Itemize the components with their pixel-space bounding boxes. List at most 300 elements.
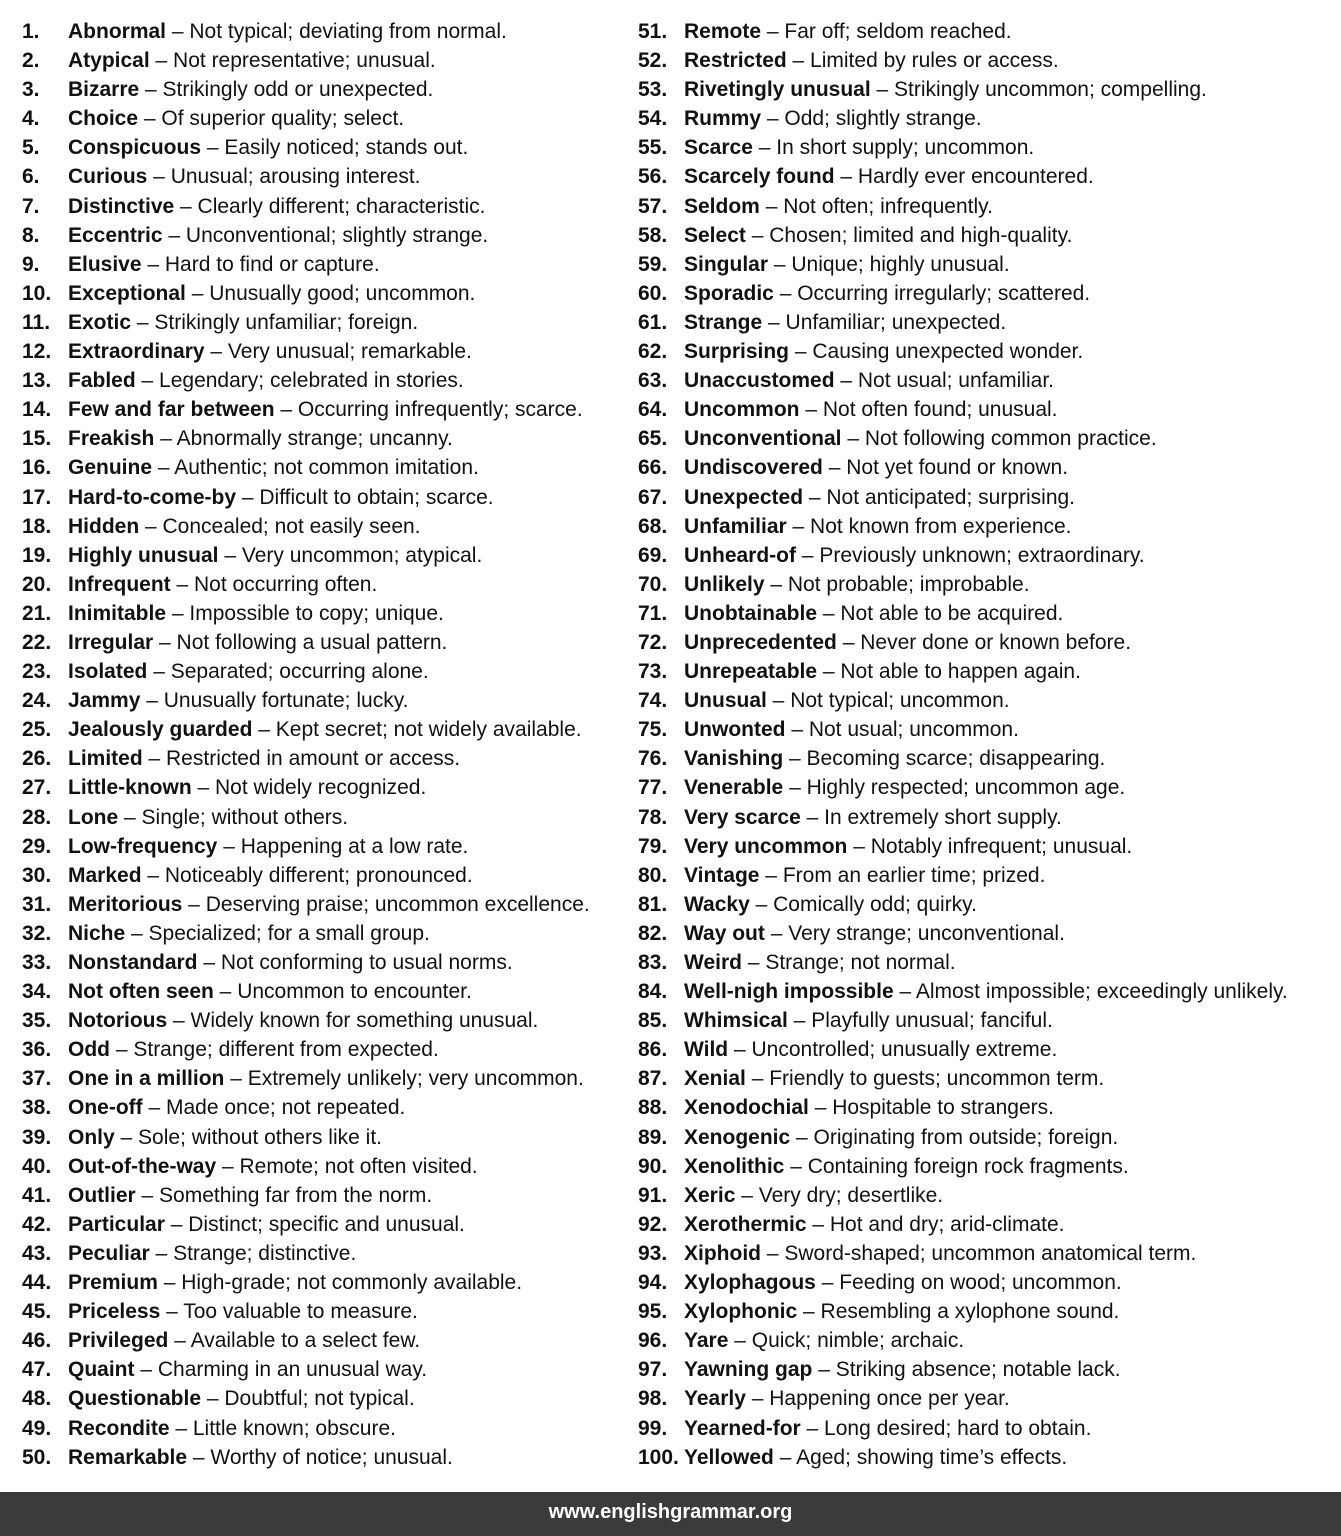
list-item xyxy=(638,1093,1338,1122)
item-definition: – Not conforming to usual norms. xyxy=(197,951,513,974)
item-definition: – Concealed; not easily seen. xyxy=(139,514,421,538)
list-item xyxy=(638,977,1338,1006)
item-word: Unprecedented xyxy=(684,630,837,654)
list-item xyxy=(22,192,622,221)
item-definition: – Occurring irregularly; scattered. xyxy=(773,281,1091,305)
list-item xyxy=(22,162,622,191)
item-number: 84. xyxy=(638,980,668,1004)
list-item xyxy=(22,75,622,104)
list-item xyxy=(22,1035,622,1064)
list-item xyxy=(22,715,622,744)
item-word: Atypical xyxy=(68,49,150,73)
item-word: Questionable xyxy=(68,1387,202,1411)
item-number: 80. xyxy=(638,863,668,887)
item-definition: – Of superior quality; select. xyxy=(138,107,405,131)
item-definition: – High-grade; not commonly available. xyxy=(157,1271,523,1295)
list-item xyxy=(638,1414,1338,1443)
item-definition: – Separated; occurring alone. xyxy=(147,660,429,684)
item-definition: – Worthy of notice; unusual. xyxy=(187,1445,453,1469)
item-number: 54. xyxy=(638,107,668,131)
item-word: Infrequent xyxy=(68,572,171,596)
item-word: Well-nigh impossible xyxy=(684,980,894,1004)
item-word: Venerable xyxy=(684,776,784,800)
item-number: 21. xyxy=(22,601,52,625)
list-item xyxy=(638,803,1338,832)
item-word: Way out xyxy=(684,921,765,945)
list-item xyxy=(22,483,622,512)
item-definition: – Long desired; hard to obtain. xyxy=(800,1416,1092,1440)
list-item xyxy=(22,1064,622,1093)
list-item xyxy=(638,1006,1338,1035)
item-definition: – Not typical; deviating from normal. xyxy=(166,20,507,43)
item-word: Whimsical xyxy=(684,1009,788,1033)
list-item xyxy=(22,599,622,628)
footer-bar xyxy=(0,1492,1341,1536)
item-number: 97. xyxy=(638,1358,668,1382)
item-word: Scarcely found xyxy=(684,165,835,189)
item-number: 75. xyxy=(638,718,668,742)
item-definition: – Deserving praise; uncommon excellence. xyxy=(182,892,590,916)
word-list-column-right xyxy=(638,17,1338,1472)
item-word: Inimitable xyxy=(68,601,167,625)
list-item xyxy=(22,424,622,453)
item-word: Lone xyxy=(68,805,119,829)
item-number: 62. xyxy=(638,340,668,364)
item-number: 25. xyxy=(22,718,52,742)
item-number: 79. xyxy=(638,834,668,858)
item-number: 26. xyxy=(22,747,52,771)
item-number: 72. xyxy=(638,630,668,654)
list-item xyxy=(638,133,1338,162)
list-item xyxy=(22,570,622,599)
item-word: Remarkable xyxy=(68,1445,188,1469)
list-item xyxy=(638,221,1338,250)
list-item xyxy=(22,1123,622,1152)
item-definition: – Happening at a low rate. xyxy=(217,834,469,858)
item-definition: – Easily noticed; stands out. xyxy=(201,136,469,160)
item-word: Premium xyxy=(68,1271,158,1295)
item-definition: – In extremely short supply. xyxy=(800,805,1062,829)
list-item xyxy=(22,541,622,570)
item-word: Strange xyxy=(684,310,763,334)
item-definition: – Quick; nimble; archaic. xyxy=(728,1329,965,1353)
item-definition: – Highly respected; uncommon age. xyxy=(783,776,1126,800)
item-number: 45. xyxy=(22,1300,52,1324)
item-word: Restricted xyxy=(684,49,787,73)
item-number: 100. xyxy=(638,1445,679,1469)
item-number: 42. xyxy=(22,1212,52,1236)
item-word: Unconventional xyxy=(684,427,842,451)
list-item xyxy=(638,46,1338,75)
item-definition: – Feeding on wood; uncommon. xyxy=(815,1271,1122,1295)
item-number: 13. xyxy=(22,369,52,393)
item-definition: – Not occurring often. xyxy=(170,572,378,596)
item-number: 78. xyxy=(638,805,668,829)
list-item xyxy=(22,1239,622,1268)
item-number: 69. xyxy=(638,543,668,567)
item-number: 7. xyxy=(22,194,40,218)
item-number: 41. xyxy=(22,1183,52,1207)
list-item xyxy=(22,1414,622,1443)
item-number: 87. xyxy=(638,1067,668,1091)
item-definition: – Authentic; not common imitation. xyxy=(152,456,479,480)
list-item xyxy=(638,744,1338,773)
item-word: Seldom xyxy=(684,194,760,218)
item-number: 55. xyxy=(638,136,668,160)
item-number: 30. xyxy=(22,863,52,887)
list-item xyxy=(638,162,1338,191)
item-definition: – Available to a select few. xyxy=(168,1329,421,1353)
list-item xyxy=(638,541,1338,570)
item-number: 95. xyxy=(638,1300,668,1324)
item-number: 16. xyxy=(22,456,52,480)
item-definition: – Never done or known before. xyxy=(836,630,1132,654)
item-definition: – Strikingly unfamiliar; foreign. xyxy=(131,310,419,334)
item-word: Very scarce xyxy=(684,805,801,829)
item-word: Meritorious xyxy=(68,892,183,916)
item-word: One in a million xyxy=(68,1067,225,1091)
item-number: 48. xyxy=(22,1387,52,1411)
item-definition: – Sole; without others like it. xyxy=(114,1125,382,1149)
word-list-column-left xyxy=(22,17,622,1472)
item-number: 19. xyxy=(22,543,52,567)
list-item xyxy=(22,686,622,715)
item-definition: – Odd; slightly strange. xyxy=(761,107,982,131)
list-item xyxy=(638,861,1338,890)
item-definition: – Not typical; uncommon. xyxy=(766,689,1010,713)
item-number: 15. xyxy=(22,427,52,451)
item-word: Jealously guarded xyxy=(68,718,253,742)
list-item xyxy=(22,133,622,162)
list-item xyxy=(22,1152,622,1181)
list-item xyxy=(638,483,1338,512)
item-word: Highly unusual xyxy=(68,543,219,567)
list-item xyxy=(22,919,622,948)
item-word: Wacky xyxy=(684,892,750,916)
item-definition: – Uncontrolled; unusually extreme. xyxy=(728,1038,1058,1062)
item-word: Exceptional xyxy=(68,281,186,305)
item-definition: – Becoming scarce; disappearing. xyxy=(783,747,1106,771)
list-item xyxy=(22,366,622,395)
list-item xyxy=(638,75,1338,104)
item-number: 27. xyxy=(22,776,52,800)
item-word: Jammy xyxy=(68,689,141,713)
list-item xyxy=(638,1181,1338,1210)
item-definition: – Abnormally strange; uncanny. xyxy=(154,427,453,451)
item-definition: – Unusual; arousing interest. xyxy=(147,165,421,189)
item-definition: – Not known from experience. xyxy=(786,514,1072,538)
list-item xyxy=(638,599,1338,628)
item-definition: – Friendly to guests; uncommon term. xyxy=(745,1067,1105,1091)
item-definition: – Unconventional; slightly strange. xyxy=(162,223,489,247)
list-item xyxy=(638,1035,1338,1064)
list-item xyxy=(638,1123,1338,1152)
item-number: 82. xyxy=(638,921,668,945)
list-item xyxy=(638,570,1338,599)
item-number: 43. xyxy=(22,1241,52,1265)
item-number: 50. xyxy=(22,1445,52,1469)
item-number: 3. xyxy=(22,78,40,102)
item-number: 51. xyxy=(638,20,668,43)
item-word: Outlier xyxy=(68,1183,136,1207)
list-item xyxy=(638,686,1338,715)
item-word: Xylophonic xyxy=(684,1300,798,1324)
item-number: 73. xyxy=(638,660,668,684)
item-word: Yellowed xyxy=(684,1445,774,1469)
item-word: Abnormal xyxy=(68,20,167,43)
list-item xyxy=(22,1181,622,1210)
list-item xyxy=(638,192,1338,221)
item-definition: – Noticeably different; pronounced. xyxy=(141,863,473,887)
item-number: 44. xyxy=(22,1271,52,1295)
list-item xyxy=(22,250,622,279)
list-item xyxy=(638,512,1338,541)
item-word: Unlikely xyxy=(684,572,765,596)
item-word: Eccentric xyxy=(68,223,163,247)
item-definition: – Specialized; for a small group. xyxy=(125,921,430,945)
list-item xyxy=(638,1152,1338,1181)
item-definition: – Causing unexpected wonder. xyxy=(789,340,1084,364)
item-word: Priceless xyxy=(68,1300,161,1324)
list-item xyxy=(22,221,622,250)
item-number: 58. xyxy=(638,223,668,247)
item-number: 5. xyxy=(22,136,40,160)
item-definition: – Strange; not normal. xyxy=(741,951,956,974)
item-definition: – Strange; distinctive. xyxy=(149,1241,357,1265)
list-item xyxy=(22,1384,622,1413)
list-item xyxy=(638,832,1338,861)
item-definition: – Uncommon to encounter. xyxy=(213,980,472,1004)
list-item xyxy=(638,1326,1338,1355)
list-item xyxy=(22,861,622,890)
item-word: Singular xyxy=(684,252,769,276)
list-item xyxy=(638,395,1338,424)
item-definition: – Originating from outside; foreign. xyxy=(790,1125,1119,1149)
item-number: 35. xyxy=(22,1009,52,1033)
item-word: Sporadic xyxy=(684,281,774,305)
list-item xyxy=(22,890,622,919)
item-number: 8. xyxy=(22,223,40,247)
item-definition: – Widely known for something unusual. xyxy=(167,1009,539,1033)
list-item xyxy=(638,279,1338,308)
item-definition: – Happening once per year. xyxy=(745,1387,1010,1411)
item-word: Xenolithic xyxy=(684,1154,785,1178)
item-definition: – Aged; showing time’s effects. xyxy=(773,1445,1068,1469)
item-number: 47. xyxy=(22,1358,52,1382)
list-item xyxy=(22,17,622,46)
item-word: Recondite xyxy=(68,1416,170,1440)
item-word: Extraordinary xyxy=(68,340,205,364)
item-number: 20. xyxy=(22,572,52,596)
item-word: Xenial xyxy=(684,1067,746,1091)
list-item xyxy=(638,424,1338,453)
item-number: 67. xyxy=(638,485,668,509)
item-definition: – Unfamiliar; unexpected. xyxy=(762,310,1007,334)
item-number: 49. xyxy=(22,1416,52,1440)
item-definition: – Very strange; unconventional. xyxy=(764,921,1065,945)
item-number: 53. xyxy=(638,78,668,102)
list-item xyxy=(22,104,622,133)
item-word: Unfamiliar xyxy=(684,514,787,538)
item-definition: – Unusually good; uncommon. xyxy=(185,281,476,305)
item-definition: – Not representative; unusual. xyxy=(149,49,436,73)
item-word: Elusive xyxy=(68,252,142,276)
item-word: Genuine xyxy=(68,456,153,480)
item-number: 37. xyxy=(22,1067,52,1091)
list-item xyxy=(22,1093,622,1122)
item-number: 96. xyxy=(638,1329,668,1353)
list-item xyxy=(638,1443,1338,1472)
item-number: 60. xyxy=(638,281,668,305)
item-number: 57. xyxy=(638,194,668,218)
item-number: 77. xyxy=(638,776,668,800)
item-word: Only xyxy=(68,1125,115,1149)
item-definition: – Striking absence; notable lack. xyxy=(812,1358,1121,1382)
item-word: Freakish xyxy=(68,427,155,451)
item-word: Marked xyxy=(68,863,142,887)
item-definition: – Difficult to obtain; scarce. xyxy=(236,485,494,509)
item-number: 89. xyxy=(638,1125,668,1149)
list-item xyxy=(22,977,622,1006)
list-item xyxy=(638,1210,1338,1239)
item-word: Weird xyxy=(684,951,742,974)
list-item xyxy=(638,308,1338,337)
list-item xyxy=(22,948,622,977)
item-number: 98. xyxy=(638,1387,668,1411)
list-item xyxy=(638,1297,1338,1326)
item-definition: – Not usual; unfamiliar. xyxy=(834,369,1054,393)
item-definition: – Legendary; celebrated in stories. xyxy=(135,369,464,393)
item-definition: – Restricted in amount or access. xyxy=(142,747,461,771)
item-number: 90. xyxy=(638,1154,668,1178)
list-item xyxy=(22,395,622,424)
item-number: 29. xyxy=(22,834,52,858)
item-word: Scarce xyxy=(684,136,753,160)
item-definition: – Remote; not often visited. xyxy=(216,1154,478,1178)
list-item xyxy=(638,17,1338,46)
item-word: One-off xyxy=(68,1096,143,1120)
item-number: 24. xyxy=(22,689,52,713)
item-number: 34. xyxy=(22,980,52,1004)
item-definition: – Unusually fortunate; lucky. xyxy=(140,689,409,713)
list-item xyxy=(638,453,1338,482)
list-item xyxy=(22,1355,622,1384)
item-definition: – Not usual; uncommon. xyxy=(785,718,1019,742)
item-word: Remote xyxy=(684,20,762,43)
item-word: Yare xyxy=(684,1329,729,1353)
item-word: Privileged xyxy=(68,1329,169,1353)
item-word: Unusual xyxy=(684,689,767,713)
item-definition: – Single; without others. xyxy=(118,805,349,829)
item-number: 9. xyxy=(22,252,40,276)
item-definition: – Hot and dry; arid-climate. xyxy=(806,1212,1065,1236)
item-word: Particular xyxy=(68,1212,165,1236)
item-word: Xerothermic xyxy=(684,1212,807,1236)
list-item xyxy=(638,337,1338,366)
item-word: Peculiar xyxy=(68,1241,150,1265)
item-number: 36. xyxy=(22,1038,52,1062)
item-word: Surprising xyxy=(684,340,790,364)
item-number: 63. xyxy=(638,369,668,393)
item-number: 2. xyxy=(22,49,40,73)
list-item xyxy=(638,948,1338,977)
item-word: Hard-to-come-by xyxy=(68,485,237,509)
item-number: 33. xyxy=(22,951,52,974)
list-item xyxy=(22,803,622,832)
item-definition: – Kept secret; not widely available. xyxy=(252,718,582,742)
item-number: 85. xyxy=(638,1009,668,1033)
item-word: Isolated xyxy=(68,660,148,684)
item-number: 61. xyxy=(638,310,668,334)
item-number: 28. xyxy=(22,805,52,829)
item-definition: – Unique; highly unusual. xyxy=(768,252,1010,276)
list-item xyxy=(638,366,1338,395)
item-definition: – Resembling a xylophone sound. xyxy=(797,1300,1120,1324)
item-definition: – Something far from the norm. xyxy=(135,1183,433,1207)
item-definition: – Not following a usual pattern. xyxy=(153,630,448,654)
list-item xyxy=(22,1326,622,1355)
item-word: Nonstandard xyxy=(68,951,198,974)
item-definition: – Very unusual; remarkable. xyxy=(204,340,472,364)
item-number: 6. xyxy=(22,165,40,189)
item-word: Few and far between xyxy=(68,398,275,422)
item-word: Bizarre xyxy=(68,78,140,102)
item-word: Unobtainable xyxy=(684,601,818,625)
item-word: Xiphoid xyxy=(684,1241,761,1265)
item-word: Undiscovered xyxy=(684,456,823,480)
item-definition: – Extremely unlikely; very uncommon. xyxy=(224,1067,584,1091)
item-word: Unaccustomed xyxy=(684,369,835,393)
item-number: 86. xyxy=(638,1038,668,1062)
item-number: 93. xyxy=(638,1241,668,1265)
item-number: 22. xyxy=(22,630,52,654)
item-word: Little-known xyxy=(68,776,192,800)
list-item xyxy=(638,1064,1338,1093)
item-word: Curious xyxy=(68,165,148,189)
item-number: 40. xyxy=(22,1154,52,1178)
item-number: 4. xyxy=(22,107,40,131)
item-number: 46. xyxy=(22,1329,52,1353)
list-item xyxy=(638,1355,1338,1384)
list-item xyxy=(22,1297,622,1326)
item-word: Distinctive xyxy=(68,194,175,218)
item-number: 1. xyxy=(22,20,40,43)
item-word: Select xyxy=(684,223,746,247)
item-number: 83. xyxy=(638,951,668,974)
item-definition: – Sword-shaped; uncommon anatomical term. xyxy=(761,1241,1197,1265)
item-definition: – Comically odd; quirky. xyxy=(749,892,977,916)
item-word: Xenodochial xyxy=(684,1096,809,1120)
item-definition: – Almost impossible; exceedingly unlikely. xyxy=(893,980,1288,1004)
item-word: Niche xyxy=(68,921,126,945)
item-definition: – Occurring infrequently; scarce. xyxy=(274,398,583,422)
item-number: 11. xyxy=(22,310,51,334)
item-number: 70. xyxy=(638,572,668,596)
list-item xyxy=(22,512,622,541)
list-item xyxy=(22,1268,622,1297)
item-definition: – Impossible to copy; unique. xyxy=(166,601,444,625)
list-item xyxy=(22,453,622,482)
list-item xyxy=(22,773,622,802)
item-number: 64. xyxy=(638,398,668,422)
list-item xyxy=(638,657,1338,686)
item-definition: – Previously unknown; extraordinary. xyxy=(796,543,1145,567)
item-word: Limited xyxy=(68,747,143,771)
item-definition: – Too valuable to measure. xyxy=(160,1300,418,1324)
item-definition: – Strikingly odd or unexpected. xyxy=(139,78,434,102)
item-word: Conspicuous xyxy=(68,136,202,160)
item-word: Xenogenic xyxy=(684,1125,791,1149)
